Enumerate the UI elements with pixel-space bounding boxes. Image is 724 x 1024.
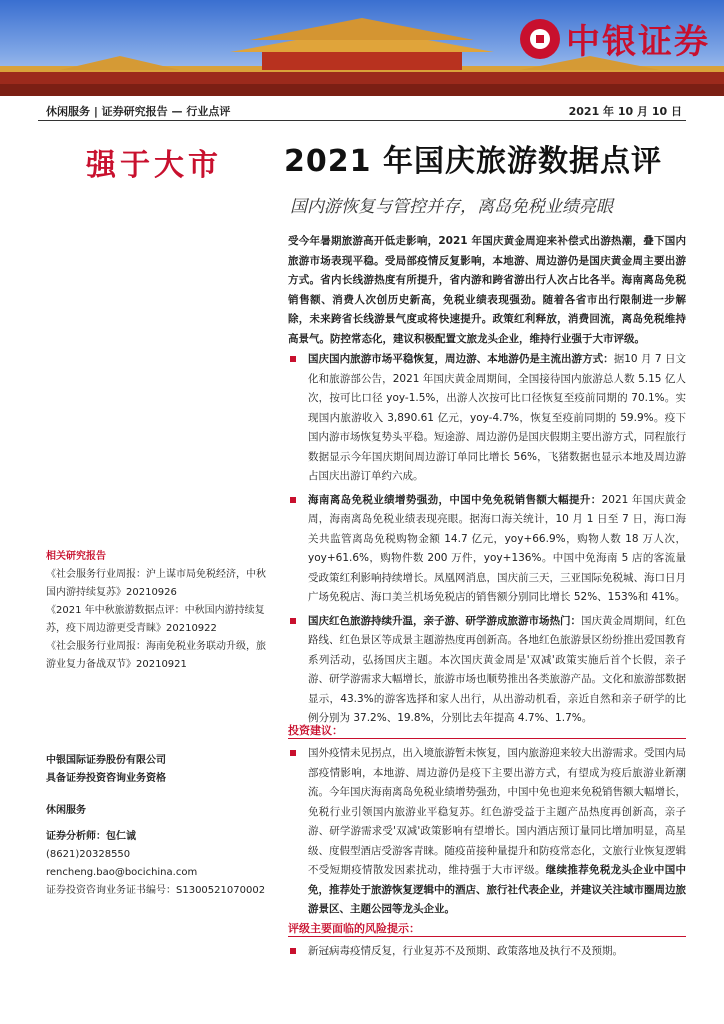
industry-rating: 强于大市 [86, 148, 222, 183]
analyst-info [46, 802, 266, 900]
report-date: 2021 年 10 月 10 日 [568, 105, 682, 118]
list-item [288, 942, 686, 962]
investment-heading: 投资建议： [288, 724, 343, 737]
bullet-lead: 国庆国内旅游市场平稳恢复，周边游、本地游仍是主流出游方式： [308, 353, 614, 365]
risk-text: 新冠病毒疫情反复，行业复苏不及预期、政策落地及执行不及预期。 [308, 945, 623, 957]
risk-heading: 评级主要面临的风险提示： [288, 922, 420, 935]
related-reports [46, 548, 266, 674]
header-banner [0, 0, 724, 96]
investment-recommendation: 继续推荐免税龙头企业中国中免，推荐处于旅游恢复逻辑中的酒店、旅行社代表企业，并建议关注域市圈周边旅游景区、主题公园等龙头企业。 [308, 864, 687, 915]
list-item [288, 744, 686, 920]
related-report-link[interactable]: 《社会服务行业周报：沪上谋市局免税经济，中秋国内游持续复苏》20210926 [46, 569, 266, 598]
key-points-list [288, 350, 686, 729]
related-reports-heading: 相关研究报告 [46, 551, 106, 562]
bullet-text: 据10 月 7 日文化和旅游部公告，2021 年国庆黄金周期间，全国接待国内旅游总人数 5.15 亿人次，按可比口径 yoy-1.5%，出游人次按可比口径恢复至疫前同期的 70.1%。实现国内旅游收入 3,890.61 亿元，yoy-4.7%，恢复至疫前同期的 59.9%。疫下国内游市场恢复势头平稳。短途游、周边游仍是国庆假期主要出游方式，同程旅行数据显示今年国庆期间周边游订单同比增长 56%，飞猪数据也显示本地及周边游占国庆出游订单约六成。 [308, 353, 687, 482]
company-info [46, 752, 266, 788]
analyst-sector: 休闲服务 [46, 805, 86, 816]
investment-divider [288, 738, 686, 739]
analyst-license: 证券投资咨询业务证书编号：S1300521070002 [46, 885, 266, 896]
bullet-text: 2021 年国庆黄金周，海南离岛免税业绩表现亮眼。据海口海关统计，10 月 1 日至 7 日，海口海关共监管离岛免税购物金额 14.7 亿元，yoy+66.9%，购物人数 18 万人次，yoy+61.6%，购物件数 200 万件，yoy+136%。中国中免海南 5 店的客流量受政策红利影响持续增长。凤凰网消息，国庆前三天，三亚国际免税城、海口日月广场免税店、海口美兰机场免税店的销售额分别同比增长 52%、153%和 41%。 [308, 493, 687, 603]
list-item [288, 350, 686, 487]
brand-logo [520, 14, 710, 63]
analyst-phone: (8621)20328550 [46, 849, 131, 860]
list-item [288, 612, 686, 729]
investment-text: 国外疫情未见拐点，出入境旅游暂未恢复，国内旅游迎来较大出游需求。受国内局部疫情影响，本地游、周边游仍是疫下主要出游方式，有望成为疫后旅游业新潮流。今年国庆海南离岛免税业绩增势强劲，中国中免也迎来免税销售额大幅增长，免税行业引领国内旅游业平稳复苏。红色游受益于主题产品热度再创新高，亲子游、研学游需求受'双减'政策影响有望增长。国内酒店预订量同比增加明显，高星级、度假型酒店受游客青睐。随疫苗接种量提升和防疫常态化，文旅行业恢复逻辑不受短期疫情散发因素扰动，维持强于大市评级。 [308, 747, 686, 876]
summary-paragraph: 受今年暑期旅游高开低走影响，2021 年国庆黄金周迎来补偿式出游热潮，叠下国内旅游市场表现平稳。受局部疫情反复影响，本地游、周边游仍是国庆黄金周主要出游方式。省内长线游热度有所提升，省内游和跨省游出行人次占比各半。海南离岛免税销售额、消费人次创历史新高，免税业绩表现强劲。随着各省市出行限制进一步解除，未来跨省长线游景气度或将快速提升。政策红利释放，消费回流，离岛免税维持高景气。防控常态化，建议积极配置文旅龙头企业，维持行业强于大市评级。 [288, 235, 686, 345]
analyst-email[interactable]: rencheng.bao@bocichina.com [46, 867, 198, 878]
page-subtitle: 国内游恢复与管控并存，离岛免税业绩亮眼 [290, 197, 613, 217]
analyst-name: 证券分析师：包仁诚 [46, 831, 136, 842]
company-qualification: 具备证券投资咨询业务资格 [46, 773, 166, 784]
page-title: 2021 年国庆旅游数据点评 [284, 144, 662, 179]
bullet-lead: 国庆红色旅游持续升温，亲子游、研学游成旅游市场热门： [308, 614, 581, 627]
investment-section [288, 744, 686, 920]
boc-logo-icon [520, 19, 560, 59]
company-name: 中银国际证券股份有限公司 [46, 755, 166, 766]
report-category: 休闲服务 | 证券研究报告 — 行业点评 [46, 105, 231, 118]
related-report-link[interactable]: 《社会服务行业周报：海南免税业务联动升级，旅游业复力备战双节》20210921 [46, 641, 266, 670]
list-item [288, 491, 686, 608]
brand-name: 中银证券 [566, 22, 710, 62]
bullet-text: 国庆黄金周期间，红色路线、红色景区等成景主题游热度再创新高。各地红色旅游景区纷纷推出爱国教育系列活动，弘扬国庆主题。本次国庆黄金周是'双减'政策实施后首个长假，亲子游、研学游需求大幅增长，旅游市场也顺势推出各类旅游产品。文化和旅游部数据显示，43.3%的游客选择和家人出行，从出游动机看，亲近自然和亲子研学的比例分别为 37.2%、19.8%，分别比去年提高 4.7%、1.7%。 [308, 614, 686, 724]
related-report-link[interactable]: 《2021 年中秋旅游数据点评：中秋国内游持续复苏，疫下周边游更受青睐》20210922 [46, 605, 265, 634]
report-meta-bar [38, 100, 686, 121]
risk-section [288, 942, 686, 962]
bullet-lead: 海南离岛免税业绩增势强劲，中国中免免税销售额大幅提升： [308, 493, 602, 506]
risk-divider [288, 936, 686, 937]
